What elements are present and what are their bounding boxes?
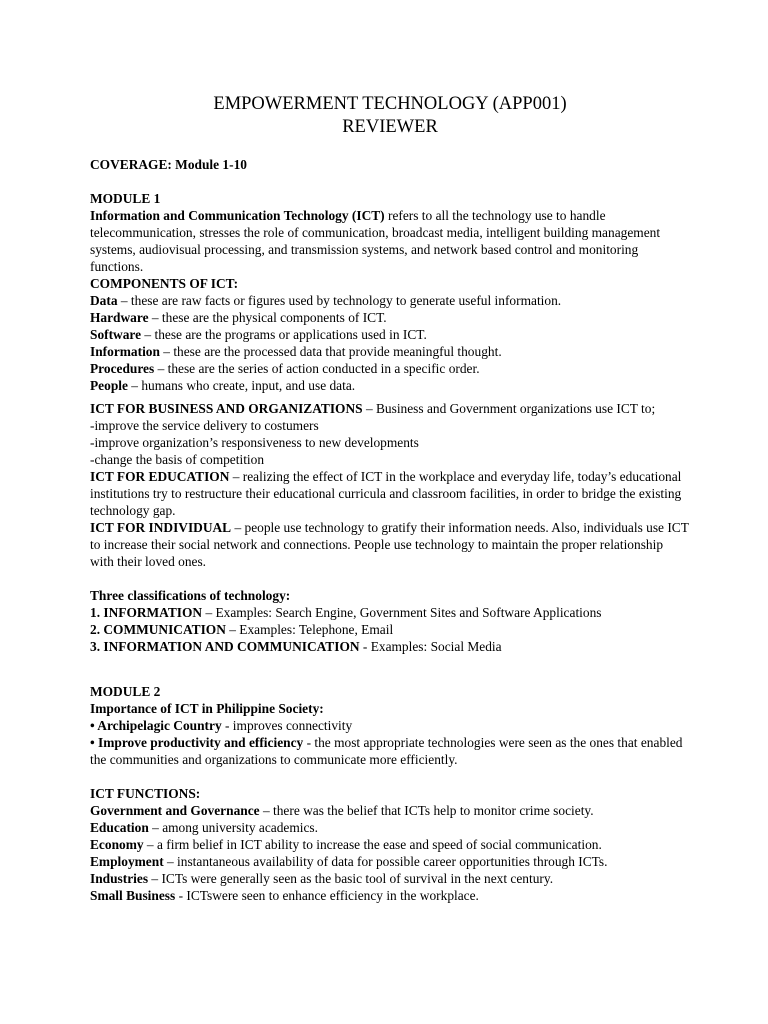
function-item: Industries – ICTs were generally seen as the basic tool of survival in the next century. — [90, 871, 554, 886]
component-data: Data – these are raw facts or figures used by technology to generate useful information. — [90, 293, 562, 308]
coverage-label: COVERAGE: Module 1-10 — [90, 157, 247, 172]
component-information: Information – these are the processed data that provide meaningful thought. — [90, 344, 502, 359]
component-software: Software – these are the programs or applications used in ICT. — [90, 327, 427, 342]
ict-individual: ICT FOR INDIVIDUAL – people use technology to gratify their information needs. Also, individuals use ICT to increase their social network and connections. People use technology to maintain the proper relationship with their loved ones. — [90, 520, 689, 569]
components-heading: COMPONENTS OF ICT: — [90, 276, 239, 291]
function-item: Economy – a firm belief in ICT ability to increase the ease and speed of social communication. — [90, 837, 602, 852]
business-item: -improve the service delivery to costumers — [90, 418, 319, 433]
importance-heading: Importance of ICT in Philippine Society: — [90, 701, 324, 716]
business-item: -improve organization’s responsiveness to new developments — [90, 435, 419, 450]
importance-item: • Improve productivity and efficiency - the most appropriate technologies were seen as the ones that enabled the communities and organizations to communicate more efficiently. — [90, 735, 683, 767]
document-subtitle: REVIEWER — [342, 117, 438, 137]
ict-definition: Information and Communication Technology (ICT) refers to all the technology use to handle telecommunication, stresses the role of communication, broadcast media, intelligent building management systems, audiovisual processing, and transmission systems, and network based control and monitoring functions. — [90, 208, 661, 274]
function-item: Education – among university academics. — [90, 820, 318, 835]
functions-heading: ICT FUNCTIONS: — [90, 786, 201, 801]
ict-business: ICT FOR BUSINESS AND ORGANIZATIONS – Business and Government organizations use ICT to; — [90, 401, 656, 416]
component-people: People – humans who create, input, and use data. — [90, 378, 356, 393]
classification-item: 1. INFORMATION – Examples: Search Engine, Government Sites and Software Applications — [90, 605, 602, 620]
component-hardware: Hardware – these are the physical components of ICT. — [90, 310, 387, 325]
function-item: Government and Governance – there was the belief that ICTs help to monitor crime society. — [90, 803, 594, 818]
document-title: EMPOWERMENT TECHNOLOGY (APP001) — [213, 94, 567, 114]
business-item: -change the basis of competition — [90, 452, 265, 467]
function-item: Employment – instantaneous availability of data for possible career opportunities through ICTs. — [90, 854, 608, 869]
importance-item: • Archipelagic Country - improves connectivity — [90, 718, 353, 733]
ict-education: ICT FOR EDUCATION – realizing the effect of ICT in the workplace and everyday life, today’s educational institutions try to restructure their educational curricula and classroom facilities, in order to bridge the existing technology gap. — [90, 469, 682, 518]
component-procedures: Procedures – these are the series of action conducted in a specific order. — [90, 361, 480, 376]
classifications-heading: Three classifications of technology: — [90, 588, 291, 603]
classification-item: 3. INFORMATION AND COMMUNICATION - Examples: Social Media — [90, 639, 502, 654]
function-item: Small Business - ICTswere seen to enhance efficiency in the workplace. — [90, 888, 479, 903]
document-page — [90, 93, 690, 904]
module-1-heading: MODULE 1 — [90, 191, 161, 206]
module-2-heading: MODULE 2 — [90, 684, 161, 699]
classification-item: 2. COMMUNICATION – Examples: Telephone, Email — [90, 622, 394, 637]
